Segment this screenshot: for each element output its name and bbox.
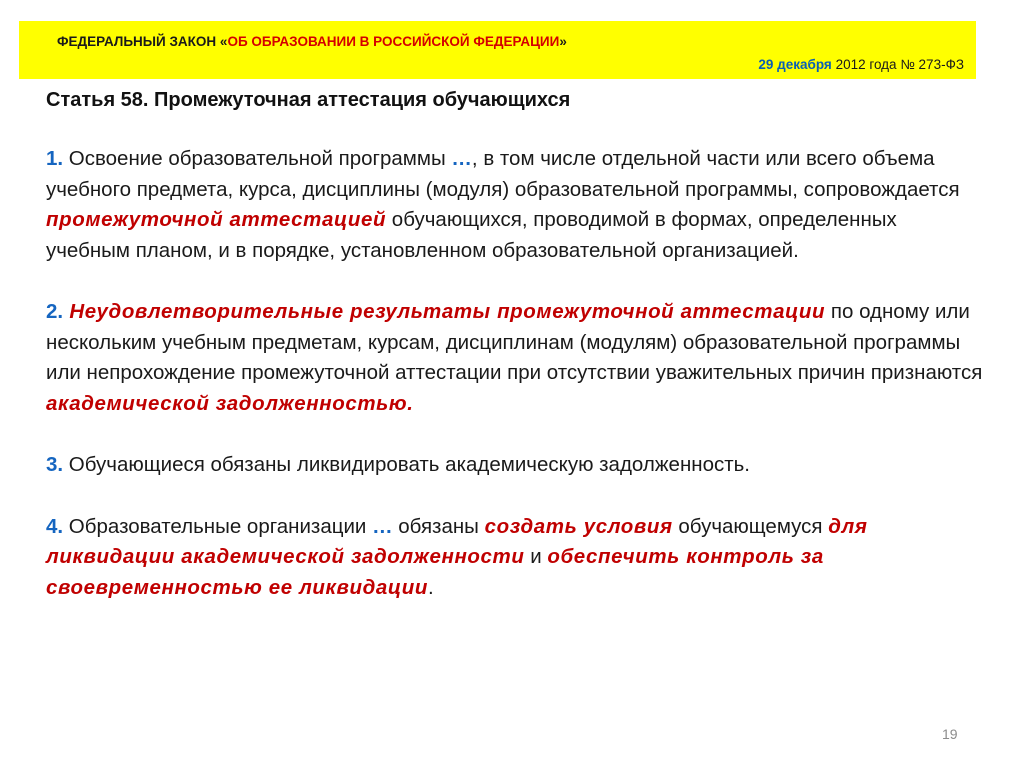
paragraph-text: Освоение образовательной программы (63, 147, 452, 170)
emphasis-text: Неудовлетворительные результаты промежуточной аттестации (63, 300, 826, 323)
emphasis-text: академической задолженностью. (46, 391, 414, 415)
paragraph-number: 2. (46, 300, 64, 323)
emphasis-text: обеспечить контроль за своевременностью ее ликвидации (46, 545, 824, 599)
paragraph-text: обязаны (392, 514, 485, 538)
law-date-day-month: 29 декабря (758, 57, 832, 72)
paragraph-text: обучающемуся (672, 514, 829, 538)
paragraph-text: . (428, 575, 434, 599)
emphasis-text: для ликвидации академической задолженности (46, 514, 868, 568)
law-banner (19, 21, 976, 79)
law-title-suffix: » (559, 34, 567, 49)
paragraph-gap (46, 266, 986, 297)
paragraph-1 (46, 144, 986, 266)
law-name: ОБ ОБРАЗОВАНИИ В РОССИЙСКОЙ ФЕДЕРАЦИИ (227, 34, 560, 49)
article-heading: Статья 58. Промежуточная аттестация обучающихся (46, 89, 571, 111)
paragraph-text: обучающихся, проводимой в формах, определенных учебным планом, и в порядке, установленном образовательной организацией. (46, 208, 897, 262)
page-number: 19 (942, 726, 958, 742)
law-title (57, 34, 567, 49)
law-date (758, 57, 964, 72)
omission-mark: … (451, 147, 472, 170)
paragraph-number: 1. (46, 147, 64, 170)
paragraph-text: по одному или нескольким учебным предметам, курсам, дисциплинам (модулям) образовательной программы или непрохождение промежуточной аттестации при отсутствии уважительных причин признаются (46, 300, 983, 384)
paragraph-gap (46, 481, 986, 512)
paragraph-number: 4. (46, 514, 64, 538)
emphasis-text: промежуточной аттестацией (46, 208, 387, 231)
paragraph-3 (46, 450, 986, 481)
paragraph-2 (46, 297, 986, 419)
paragraph-number: 3. (46, 453, 64, 476)
article-body (46, 144, 986, 603)
omission-mark: … (372, 514, 393, 538)
paragraph-text: Обучающиеся обязаны ликвидировать академическую задолженность. (63, 453, 750, 476)
law-title-prefix: ФЕДЕРАЛЬНЫЙ ЗАКОН « (57, 34, 228, 49)
paragraph-gap (46, 419, 986, 450)
paragraph-4 (46, 512, 986, 604)
paragraph-text: и (524, 545, 548, 568)
emphasis-text: создать условия (484, 514, 673, 538)
paragraph-text: Образовательные организации (63, 514, 373, 538)
law-date-rest: 2012 года № 273-ФЗ (831, 57, 964, 72)
paragraph-text: , в том числе отдельной части или всего объема учебного предмета, курса, дисциплины (модуля) образовательной программы, сопровождается (46, 147, 960, 201)
